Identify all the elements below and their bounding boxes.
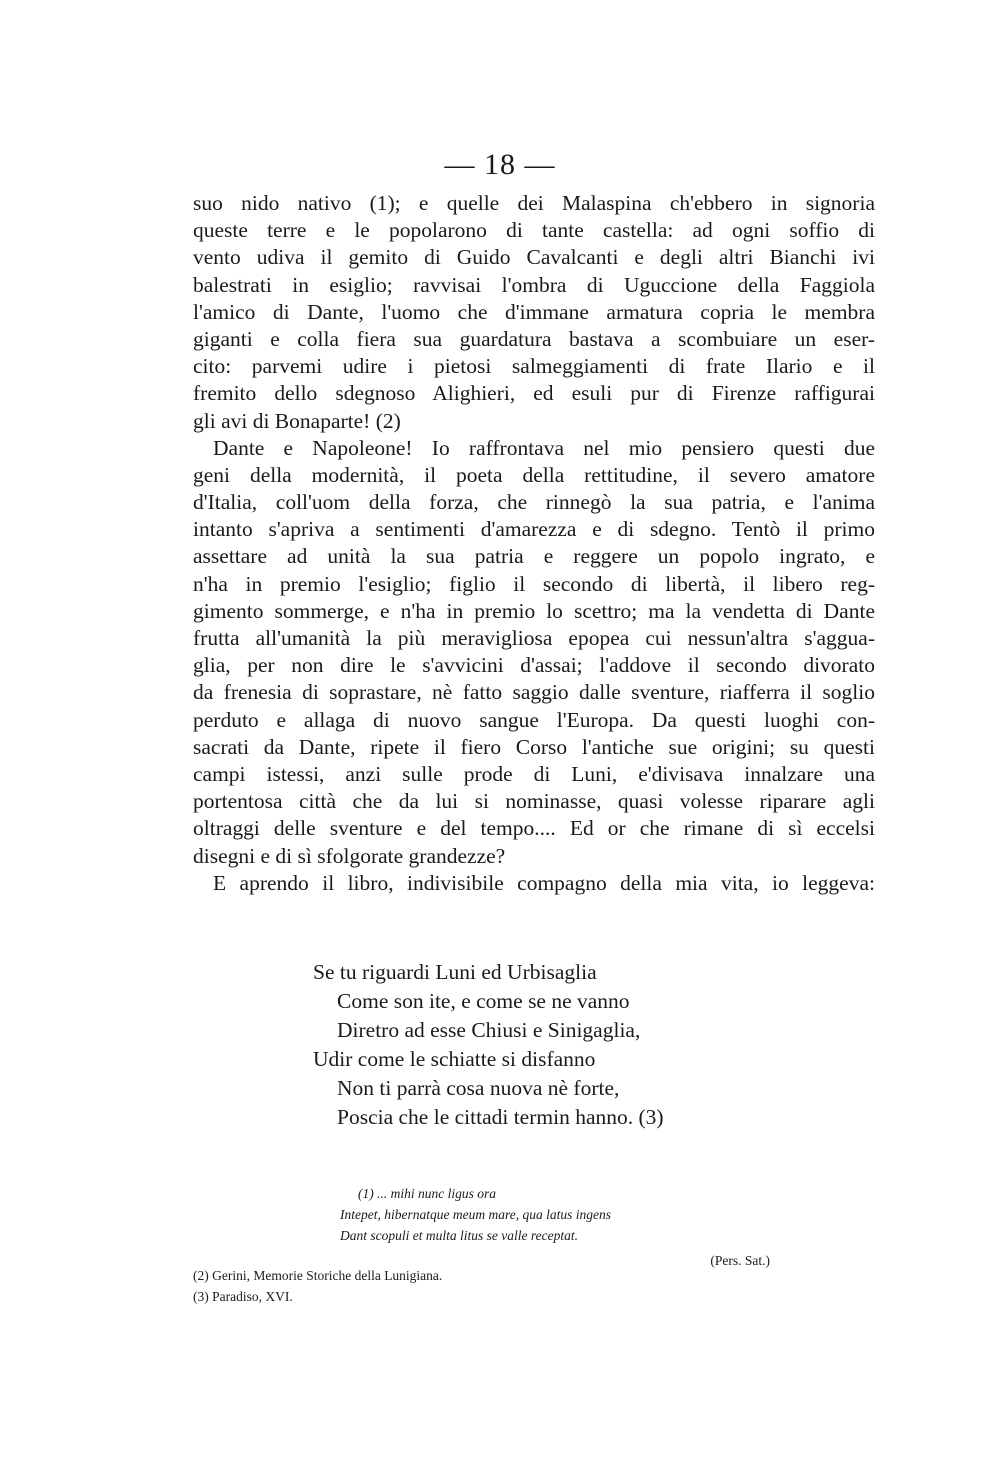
text-line: oltraggi delle sventure e del tempo.... Ed or che rimane di sì eccelsi xyxy=(193,816,875,841)
text-line: Dante e Napoleone! Io raffrontava nel mio pensiero questi due xyxy=(213,435,875,460)
text-line: geni della modernità, il poeta della rettitudine, il severo amatore xyxy=(193,462,875,487)
text-line: glia, per non dire le s'avvicini d'assai; l'addove il secondo divorato xyxy=(193,653,875,678)
footnote: (2) Gerini, Memorie Storiche della Lunigiana. xyxy=(193,1268,443,1283)
text-line: queste terre e le popolarono di tante castella: ad ogni soffio di xyxy=(193,218,875,243)
text-line: E aprendo il libro, indivisibile compagno della mia vita, io leggeva: xyxy=(213,870,875,895)
footnote-attribution: (Pers. Sat.) xyxy=(710,1253,770,1268)
text-line: gimento sommerge, e n'ha in premio lo scettro; ma la vendetta di Dante xyxy=(193,598,875,623)
text-line: n'ha in premio l'esiglio; figlio il secondo di libertà, il libero reg- xyxy=(193,571,875,596)
verse-quotation xyxy=(313,958,773,1132)
text-line: l'amico di Dante, l'uomo che d'immane armatura copria le membra xyxy=(193,299,875,324)
body-text xyxy=(193,190,875,897)
text-line: campi istessi, anzi sulle prode di Luni, e'divisava innalzare una xyxy=(193,761,875,786)
verse-line: Udir come le schiatte si disfanno xyxy=(313,1047,596,1071)
text-line: suo nido nativo (1); e quelle dei Malaspina ch'ebbero in signoria xyxy=(193,191,875,215)
footnote-quote-line: (1) ... mihi nunc ligus ora xyxy=(358,1186,496,1201)
footnote-quotation xyxy=(340,1183,780,1271)
text-line: balestrati in esiglio; ravvisai l'ombra di Uguccione della Faggiola xyxy=(193,272,875,297)
text-line: sacrati da Dante, ripete il fiero Corso l'antiche sue origini; su questi xyxy=(193,734,875,759)
text-line: disegni e di sì sfolgorate grandezze? xyxy=(193,843,506,868)
text-line: gli avi di Bonaparte! (2) xyxy=(193,408,401,433)
verse-line: Diretro ad esse Chiusi e Sinigaglia, xyxy=(337,1018,641,1042)
text-line: perduto e allaga di nuovo sangue l'Europa. Da questi luoghi con- xyxy=(193,707,875,732)
footnote: (3) Paradiso, XVI. xyxy=(193,1289,293,1304)
text-line: frutta all'umanità la più meravigliosa epopea cui nessun'altra s'aggua- xyxy=(193,626,875,650)
verse-line: Poscia che le cittadi termin hanno. (3) xyxy=(337,1105,664,1129)
text-line: giganti e colla fiera sua guardatura bastava a scombuiare un eser- xyxy=(193,326,875,351)
footnotes xyxy=(193,1265,793,1307)
verse-line: Se tu riguardi Luni ed Urbisaglia xyxy=(313,960,597,984)
text-line: da frenesia di soprastare, nè fatto saggio dalle sventure, riafferra il soglio xyxy=(193,680,875,705)
verse-line: Non ti parrà cosa nuova nè forte, xyxy=(337,1076,620,1100)
text-line: vento udiva il gemito di Guido Cavalcanti e degli altri Bianchi ivi xyxy=(193,245,875,270)
text-line: fremito dello sdegnoso Alighieri, ed esuli pur di Firenze raffigurai xyxy=(193,381,875,406)
page-number: — 18 — xyxy=(444,148,556,181)
text-line: intanto s'apriva a sentimenti d'amarezza e di sdegno. Tentò il primo xyxy=(193,517,875,542)
text-line: portentosa città che da lui si nominasse, quasi volesse riparare agli xyxy=(193,789,875,814)
verse-line: Come son ite, e come se ne vanno xyxy=(337,989,630,1013)
text-line: d'Italia, coll'uom della forza, che rinnegò la sua patria, e l'anima xyxy=(193,490,875,515)
text-line: cito: parvemi udire i pietosi salmeggiamenti di frate Ilario e il xyxy=(193,354,875,379)
footnote-quote-line: Intepet, hibernatque meum mare, qua latus ingens xyxy=(340,1207,611,1222)
text-line: assettare ad unità la sua patria e reggere un popolo ingrato, e xyxy=(193,544,875,569)
footnote-quote-line: Dant scopuli et multa litus se valle receptat. xyxy=(340,1228,578,1243)
